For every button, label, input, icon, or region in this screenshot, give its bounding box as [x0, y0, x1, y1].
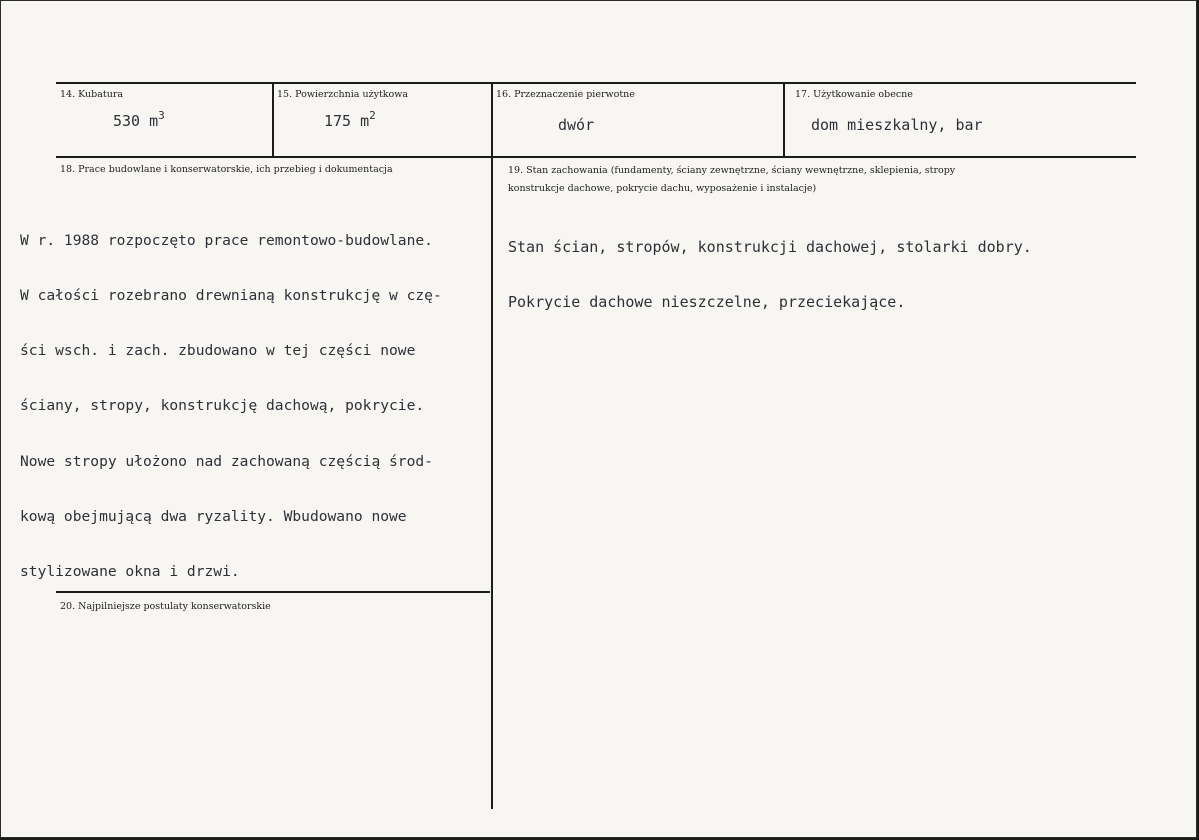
powierzchnia-label: 15. Powierzchnia użytkowa: [277, 89, 409, 100]
prace-line: W r. 1988 rozpoczęto prace remontowo-budowlane.: [20, 231, 433, 249]
kubatura-label: 14. Kubatura: [60, 89, 124, 100]
przeznaczenie-label: 16. Przeznaczenie pierwotne: [496, 89, 635, 100]
prace-line: ściany, stropy, konstrukcję dachową, pokrycie.: [20, 397, 425, 415]
powierzchnia-value: 175 $m^2$: [324, 109, 376, 130]
prace-line: stylizowane okna i drzwi.: [20, 563, 240, 581]
uzytkowanie-label: 17. Użytkowanie obecne: [795, 89, 913, 100]
stan-label-line1: 19. Stan zachowania (fundamenty, ściany zewnętrzne, ściany wewnętrzne, sklepienia, stropy: [508, 165, 956, 176]
stan-line: Pokrycie dachowe nieszczelne, przeciekające.: [508, 293, 906, 312]
stan-line: Stan ścian, stropów, konstrukcji dachowej, stolarki dobry.: [508, 237, 1032, 256]
prace-text: [20, 195, 442, 618]
prace-line: Nowe stropy ułożono nad zachowaną częścią środ-: [20, 452, 433, 470]
prace-line: W całości rozebrano drewnianą konstrukcję w czę-: [20, 287, 442, 305]
divider-14-15: [272, 82, 274, 157]
top-rule: [56, 82, 1136, 84]
prace-line: ści wsch. i zach. zbudowano w tej części nowe: [20, 342, 416, 360]
przeznaczenie-value: dwór: [558, 116, 595, 134]
kubatura-value: 530 $m^3$: [113, 109, 165, 130]
prace-label: 18. Prace budowlane i konserwatorskie, ich przebieg i dokumentacja: [60, 164, 393, 175]
uzytkowanie-value: dom mieszkalny, bar: [811, 116, 983, 134]
divider-main: [491, 82, 493, 809]
divider-16-17: [783, 82, 785, 157]
prace-line: kową obejmującą dwa ryzality. Wbudowano nowe: [20, 507, 407, 525]
stan-text: [508, 201, 1032, 348]
stan-label-line2: konstrukcje dachowe, pokrycie dachu, wyposażenie i instalacje): [508, 183, 817, 194]
postulaty-label: 20. Najpilniejsze postulaty konserwatorskie: [60, 601, 271, 612]
middle-rule: [56, 156, 1136, 158]
